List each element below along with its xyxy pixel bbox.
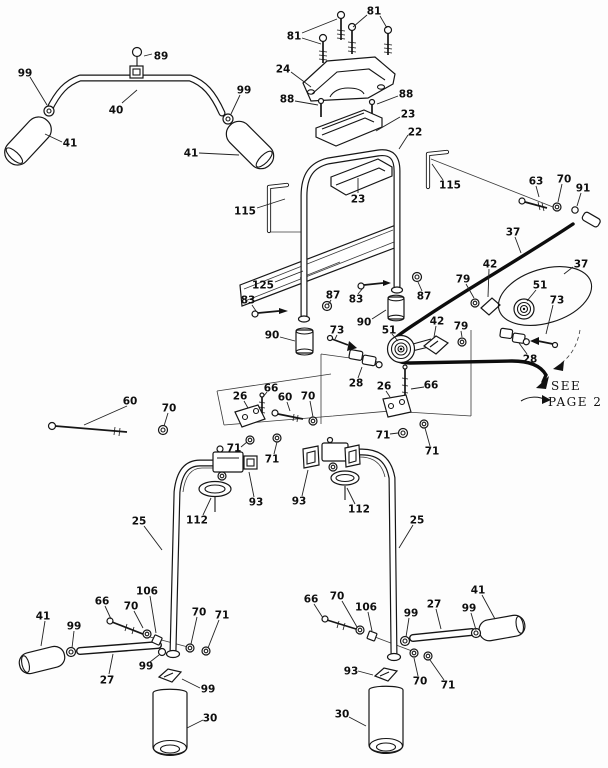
nut-70-bl2 [186, 644, 194, 652]
nut-79-right [471, 299, 479, 307]
nut-70-cable [553, 203, 561, 211]
cap-99-bl [67, 648, 76, 657]
pivot-99-bl [159, 649, 166, 656]
part-label-71: 71 [226, 442, 242, 455]
part-label-71: 71 [375, 429, 391, 442]
leg-end-left [167, 651, 180, 658]
part-label-70: 70 [161, 402, 177, 415]
pulley-51-left [388, 336, 415, 363]
pulley-51-right [514, 299, 534, 319]
part-label-99: 99 [138, 660, 154, 673]
washer-87-right [413, 273, 422, 282]
part-label-66: 66 [423, 379, 439, 392]
part-label-73: 73 [329, 324, 345, 337]
part-label-71: 71 [214, 609, 230, 622]
part-label-51: 51 [532, 279, 548, 292]
foot-30-left [153, 689, 187, 755]
part-label-81: 81 [286, 30, 302, 43]
part-label-37: 37 [573, 258, 589, 271]
clip-cap-right-leg [345, 445, 360, 467]
part-label-99: 99 [461, 602, 477, 615]
see-page-note-line2: PAGE 2 [548, 395, 603, 409]
part-label-115: 115 [439, 179, 461, 192]
part-label-28: 28 [522, 353, 538, 366]
part-label-93: 93 [291, 495, 307, 508]
part-label-27: 27 [426, 598, 442, 611]
part-label-24: 24 [275, 63, 291, 76]
part-label-70: 70 [123, 600, 139, 613]
part-label-112: 112 [186, 514, 208, 527]
part-label-90: 90 [356, 316, 372, 329]
part-label-26: 26 [232, 390, 248, 403]
part-label-51: 51 [381, 324, 397, 337]
nut-70-br2 [410, 649, 418, 657]
part-label-112: 112 [348, 503, 370, 516]
foot-30-right [369, 686, 403, 753]
cap-91 [572, 207, 578, 213]
nut-71-b [273, 434, 281, 442]
part-label-30: 30 [334, 708, 350, 721]
part-label-23: 23 [400, 108, 416, 121]
part-label-79: 79 [455, 273, 471, 286]
part-label-28: 28 [348, 377, 364, 390]
part-label-70: 70 [329, 590, 345, 603]
part-label-88: 88 [398, 88, 414, 101]
clip-93-right [303, 446, 319, 468]
part-label-71: 71 [424, 445, 440, 458]
part-label-42: 42 [429, 315, 445, 328]
see-page-note-line1: SEE [551, 379, 582, 393]
spacer-90-right [388, 295, 404, 321]
nut-70-mid [309, 417, 317, 425]
part-label-66: 66 [303, 593, 319, 606]
part-label-106: 106 [136, 585, 158, 598]
part-label-99: 99 [66, 620, 82, 633]
part-label-60: 60 [277, 391, 293, 404]
part-label-115: 115 [234, 205, 256, 218]
nut-71-d [420, 420, 428, 428]
part-label-41: 41 [62, 137, 78, 150]
cap-99-br1 [401, 637, 410, 646]
part-label-83: 83 [348, 293, 364, 306]
part-label-26: 26 [376, 380, 392, 393]
part-label-25: 25 [409, 514, 425, 527]
part-label-99: 99 [17, 67, 33, 80]
part-label-87: 87 [325, 289, 341, 302]
part-label-79: 79 [453, 320, 469, 333]
part-label-93: 93 [248, 496, 264, 509]
part-label-42: 42 [482, 258, 498, 271]
part-label-23: 23 [350, 193, 366, 206]
part-label-30: 30 [202, 712, 218, 725]
part-label-41: 41 [470, 584, 486, 597]
part-label-106: 106 [355, 601, 377, 614]
part-label-87: 87 [416, 290, 432, 303]
nut-71-a [246, 436, 254, 444]
nut-70-left [159, 426, 168, 435]
part-label-73: 73 [549, 294, 565, 307]
spacer-90-left [296, 328, 313, 355]
part-label-90: 90 [264, 329, 280, 342]
part-label-91: 91 [575, 182, 591, 195]
part-label-40: 40 [108, 104, 124, 117]
nut-71-bl [202, 647, 210, 655]
part-label-71: 71 [440, 679, 456, 692]
part-label-41: 41 [35, 610, 51, 623]
nut-70-br [356, 626, 364, 634]
part-label-93: 93 [343, 665, 359, 678]
part-label-37: 37 [505, 226, 521, 239]
part-label-81: 81 [366, 5, 382, 18]
nut-71-c [399, 429, 408, 438]
nut-71-br [424, 652, 432, 660]
endcap-99-right [223, 114, 233, 124]
part-label-99: 99 [200, 683, 216, 696]
nut-70-bl [143, 630, 151, 638]
part-label-66: 66 [263, 382, 279, 395]
part-label-99: 99 [403, 607, 419, 620]
part-label-83: 83 [240, 294, 256, 307]
part-label-125: 125 [252, 279, 274, 292]
part-label-60: 60 [122, 395, 138, 408]
part-label-99: 99 [236, 84, 252, 97]
endcap-99-left [44, 106, 54, 116]
part-label-89: 89 [153, 50, 169, 63]
part-label-66: 66 [94, 595, 110, 608]
part-label-22: 22 [407, 126, 423, 139]
leg-end-right [388, 654, 401, 661]
part-label-70: 70 [556, 173, 572, 186]
part-label-88: 88 [279, 93, 295, 106]
part-label-70: 70 [191, 606, 207, 619]
part-label-25: 25 [131, 515, 147, 528]
cap-93-square-left [244, 456, 257, 469]
part-label-70: 70 [412, 675, 428, 688]
nut-79-left [458, 338, 466, 346]
washer-106-br [367, 631, 377, 641]
part-label-63: 63 [528, 175, 544, 188]
part-label-41: 41 [183, 147, 199, 160]
part-label-70: 70 [300, 390, 316, 403]
washer-87-left [323, 302, 332, 311]
part-label-71: 71 [264, 453, 280, 466]
part-label-27: 27 [99, 674, 115, 687]
